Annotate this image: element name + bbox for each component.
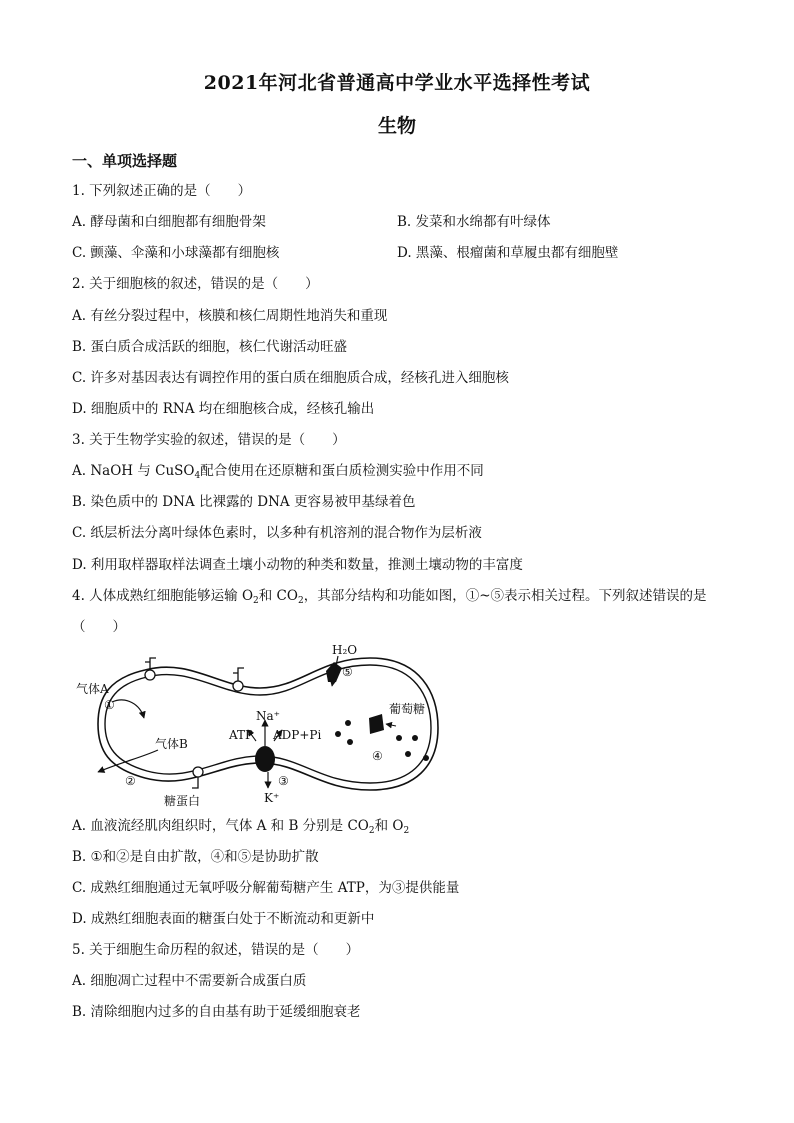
label-process-5: ⑤ [342,665,353,679]
exam-title: 2021年河北省普通高中学业水平选择性考试 [203,72,591,94]
question-1-stem: 1. 下列叙述正确的是（ ） [72,183,252,199]
question-3-option-a: A. NaOH 与 CuSO$_4$配合使用在还原糖和蛋白质检测实验中作用不同 [72,463,484,481]
sodium-potassium-pump [255,746,275,772]
label-process-1: ① [104,698,115,712]
label-process-3: ③ [278,774,289,788]
question-3-option-c: C. 纸层析法分离叶绿体色素时，以多种有机溶剂的混合物作为层析液 [72,525,482,541]
question-2-option-d: D. 细胞质中的 RNA 均在细胞核合成，经核孔输出 [72,401,375,417]
question-4-option-d: D. 成熟红细胞表面的糖蛋白处于不断流动和更新中 [72,911,375,927]
label-atp: ATP [229,728,254,742]
question-1-option-c: C. 颤藻、伞藻和小球藻都有细胞核 [72,245,280,261]
label-process-2: ② [125,774,136,788]
question-5-option-a: A. 细胞凋亡过程中不需要新合成蛋白质 [72,973,307,989]
question-4-option-c: C. 成熟红细胞通过无氧呼吸分解葡萄糖产生 ATP，为③提供能量 [72,880,460,896]
label-potassium: K⁺ [264,791,280,805]
red-blood-cell-diagram [70,638,450,810]
question-3-option-d: D. 利用取样器取样法调查土壤小动物的种类和数量，推测土壤动物的丰富度 [72,557,523,573]
question-2-option-a: A. 有丝分裂过程中，核膜和核仁周期性地消失和重现 [72,308,388,324]
question-4-stem: 4. 人体成熟红细胞能够运输 $O_2$和 $CO_2$，其部分结构和功能如图，①~⑤表示相关过程。下列叙述错误的是 [72,588,707,606]
question-2-option-c: C. 许多对基因表达有调控作用的蛋白质在细胞质合成，经核孔进入细胞核 [72,370,509,386]
glycoprotein-top-middle [233,668,244,691]
label-glucose: 葡萄糖 [389,702,426,716]
section-heading: 一、单项选择题 [72,152,178,170]
glucose-carrier-protein [369,714,384,734]
label-process-4: ④ [372,749,383,763]
label-gas-a: 气体A [76,682,109,696]
question-1-option-d: D. 黑藻、根瘤菌和草履虫都有细胞壁 [397,245,619,261]
question-2-option-b: B. 蛋白质合成活跃的细胞，核仁代谢活动旺盛 [72,339,348,355]
question-3-option-b: B. 染色质中的 DNA 比裸露的 DNA 更容易被甲基绿着色 [72,494,416,510]
question-4-option-a: A. 血液流经肌肉组织时，气体 A 和 B 分别是 $CO_2$和 $O_2$ [72,818,410,836]
question-5-option-b: B. 清除细胞内过多的自由基有助于延缓细胞衰老 [72,1004,361,1020]
question-4-option-b: B. ①和②是自由扩散，④和⑤是协助扩散 [72,849,319,865]
label-glycoprotein: 糖蛋白 [164,794,201,808]
question-1-option-b: B. 发菜和水绵都有叶绿体 [397,214,551,230]
label-adp-pi: ADP+Pi [273,728,322,742]
question-2-stem: 2. 关于细胞核的叙述，错误的是（ ） [72,276,319,292]
label-gas-b: 气体B [155,737,188,751]
label-water: H₂O [332,643,358,657]
question-5-stem: 5. 关于细胞生命历程的叙述，错误的是（ ） [72,942,360,958]
question-3-stem: 3. 关于生物学实验的叙述，错误的是（ ） [72,432,346,448]
subject-title: 生物 [377,115,416,137]
question-4-stem-continued: （ ） [72,619,126,635]
label-sodium: Na⁺ [256,709,280,723]
question-1-option-a: A. 酵母菌和白细胞都有细胞骨架 [72,214,266,230]
